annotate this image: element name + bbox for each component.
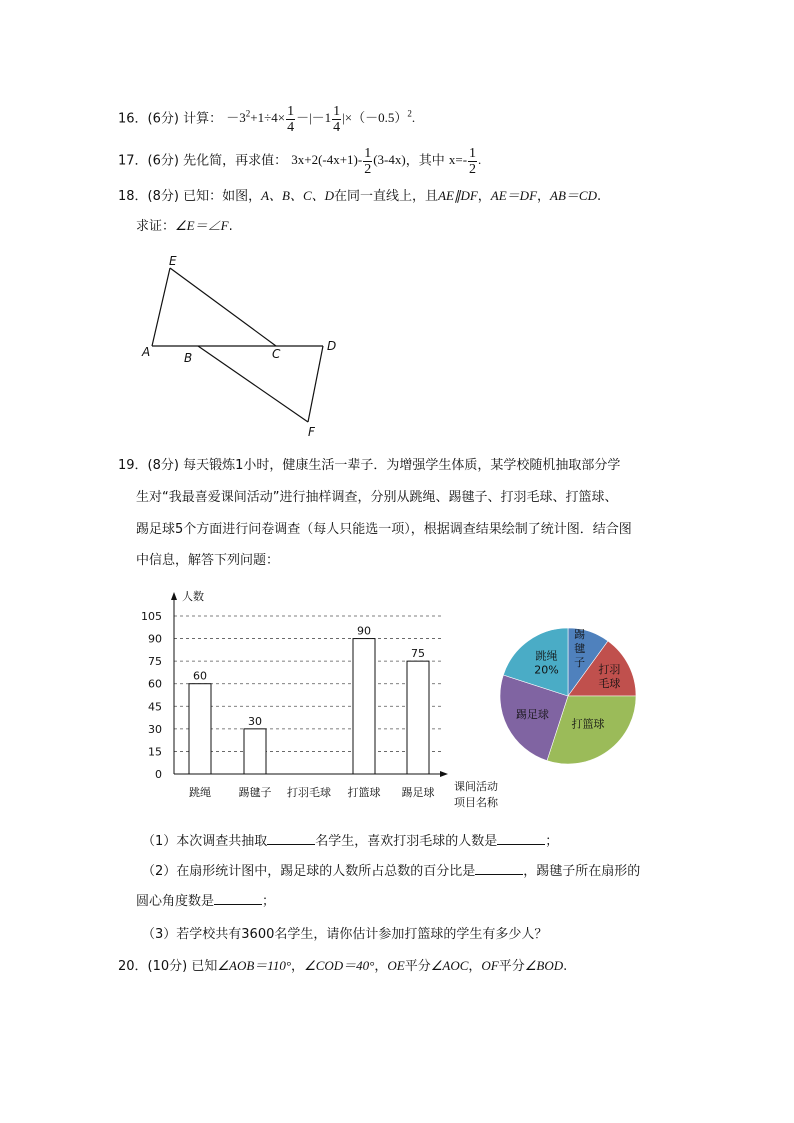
- q19-sub3: （3）若学校共有3600名学生，请你估计参加打篮球的学生有多少人？: [142, 927, 548, 942]
- question-18-goal: 求证：∠E＝∠F.: [136, 218, 233, 234]
- x-axis-arrow: [440, 771, 448, 777]
- answer-blank[interactable]: [475, 862, 523, 875]
- point-label-f: F: [308, 425, 315, 439]
- q19-sub1: （1）本次调查共抽取 名学生，喜欢打羽毛球的人数是 ；: [142, 834, 559, 849]
- question-19-line1: 19．(8分) 每天锻炼1小时，健康生活一辈子．为增强学生体质，某学校随机抽取部分学: [118, 458, 621, 473]
- slice-label: 踢足球: [515, 708, 549, 722]
- y-tick-label: 15: [148, 745, 162, 759]
- point-label-c: C: [272, 347, 281, 361]
- x-tick-label: 跳绳: [189, 786, 211, 799]
- bar: [407, 661, 429, 774]
- data-label: 60: [193, 669, 207, 683]
- y-axis-label: 人数: [182, 590, 204, 603]
- x-axis-label: 项目名称: [454, 796, 498, 809]
- y-tick-label: 0: [155, 768, 162, 781]
- question-17: [118, 146, 481, 177]
- data-label: 75: [411, 647, 425, 661]
- q19-sub2: （2）在扇形统计图中，踢足球的人数所占总数的百分比是 ，踢毽子所在扇形的: [142, 864, 641, 879]
- point-label-e: E: [169, 254, 177, 268]
- fraction: $\frac{1}{4}$: [333, 104, 341, 135]
- x-axis-label: 课间活动: [454, 780, 498, 793]
- slice-label: 踢: [574, 628, 586, 642]
- slice-label: 毽: [574, 642, 586, 656]
- x-tick-label: 踢毽子: [238, 786, 272, 799]
- answer-blank[interactable]: [267, 832, 315, 845]
- q16-head: 16．(6分) 计算：: [118, 111, 223, 127]
- y-tick-label: 30: [148, 722, 162, 736]
- answer-blank[interactable]: [214, 892, 262, 905]
- fraction: $\frac{1}{4}$: [287, 104, 295, 135]
- bar-chart: [136, 580, 506, 815]
- slice-label: 打羽: [598, 662, 621, 676]
- q17-mid: ，其中: [405, 153, 445, 169]
- point-label-d: D: [327, 339, 337, 353]
- q17-x-value: x=- $\frac{1}{2}$ .: [448, 146, 482, 177]
- slice-label: 子: [574, 656, 586, 670]
- x-tick-label: 踢足球: [401, 786, 435, 799]
- data-label: 90: [357, 624, 371, 638]
- bar: [244, 729, 266, 774]
- fraction: $\frac{1}{2}$: [469, 146, 477, 177]
- slice-label: 打篮球: [571, 717, 605, 731]
- y-tick-label: 45: [148, 700, 162, 714]
- question-20: 20．(10分) 已知∠AOB＝110°，∠COD＝40°，OE平分∠AOC，OF平分∠BOD.: [118, 958, 568, 974]
- y-tick-label: 60: [148, 677, 162, 691]
- x-tick-label: 打羽毛球: [287, 786, 331, 799]
- geometry-figure: [130, 250, 350, 445]
- slice-label: 毛球: [598, 676, 621, 690]
- q17-head: 17．(6分) 先化简，再求值：: [118, 153, 288, 169]
- question-19-line3: 踢足球5个方面进行问卷调查（每人只能选一项），根据调查结果绘制了统计图．结合图: [136, 522, 632, 537]
- slice-label: 20%: [534, 663, 559, 677]
- question-19-line4: 中信息，解答下列问题：: [136, 553, 280, 568]
- question-19-line2: 生对“我最喜爱课间活动”进行抽样调查，分别从跳绳、踢毽子、打羽毛球、打篮球、: [136, 490, 618, 505]
- bar: [353, 639, 375, 774]
- q19-sub2-cont: 圆心角度数是 ；: [136, 894, 276, 909]
- q16-expr: $-3^2+1\div 4\times$ $\frac{1}{4}$ －|－1 $\frac{1}{4}$ $|\times(-0.5)^2$.: [226, 104, 416, 135]
- point-label-b: B: [184, 351, 193, 365]
- x-tick-label: 打篮球: [347, 786, 381, 799]
- pie-chart: [496, 624, 646, 774]
- q17-expr: 3x+2(-4x+1)- $\frac{1}{2}$ (3-4x): [291, 146, 406, 177]
- y-tick-label: 75: [148, 655, 162, 669]
- point-label-a: A: [142, 345, 151, 359]
- slice-label: 跳绳: [535, 649, 558, 663]
- answer-blank[interactable]: [497, 832, 545, 845]
- question-16: [118, 104, 415, 135]
- data-label: 30: [248, 714, 262, 728]
- question-18: 18．(8分) 已知：如图，A、B、C、D在同一直线上，且AE∥DF，AE＝DF，AB＝CD.: [118, 188, 602, 204]
- y-tick-label: 90: [148, 632, 162, 646]
- fraction: $\frac{1}{2}$: [364, 146, 372, 177]
- y-tick-label: 105: [141, 610, 162, 623]
- bar: [189, 684, 211, 774]
- y-axis-arrow: [171, 592, 177, 600]
